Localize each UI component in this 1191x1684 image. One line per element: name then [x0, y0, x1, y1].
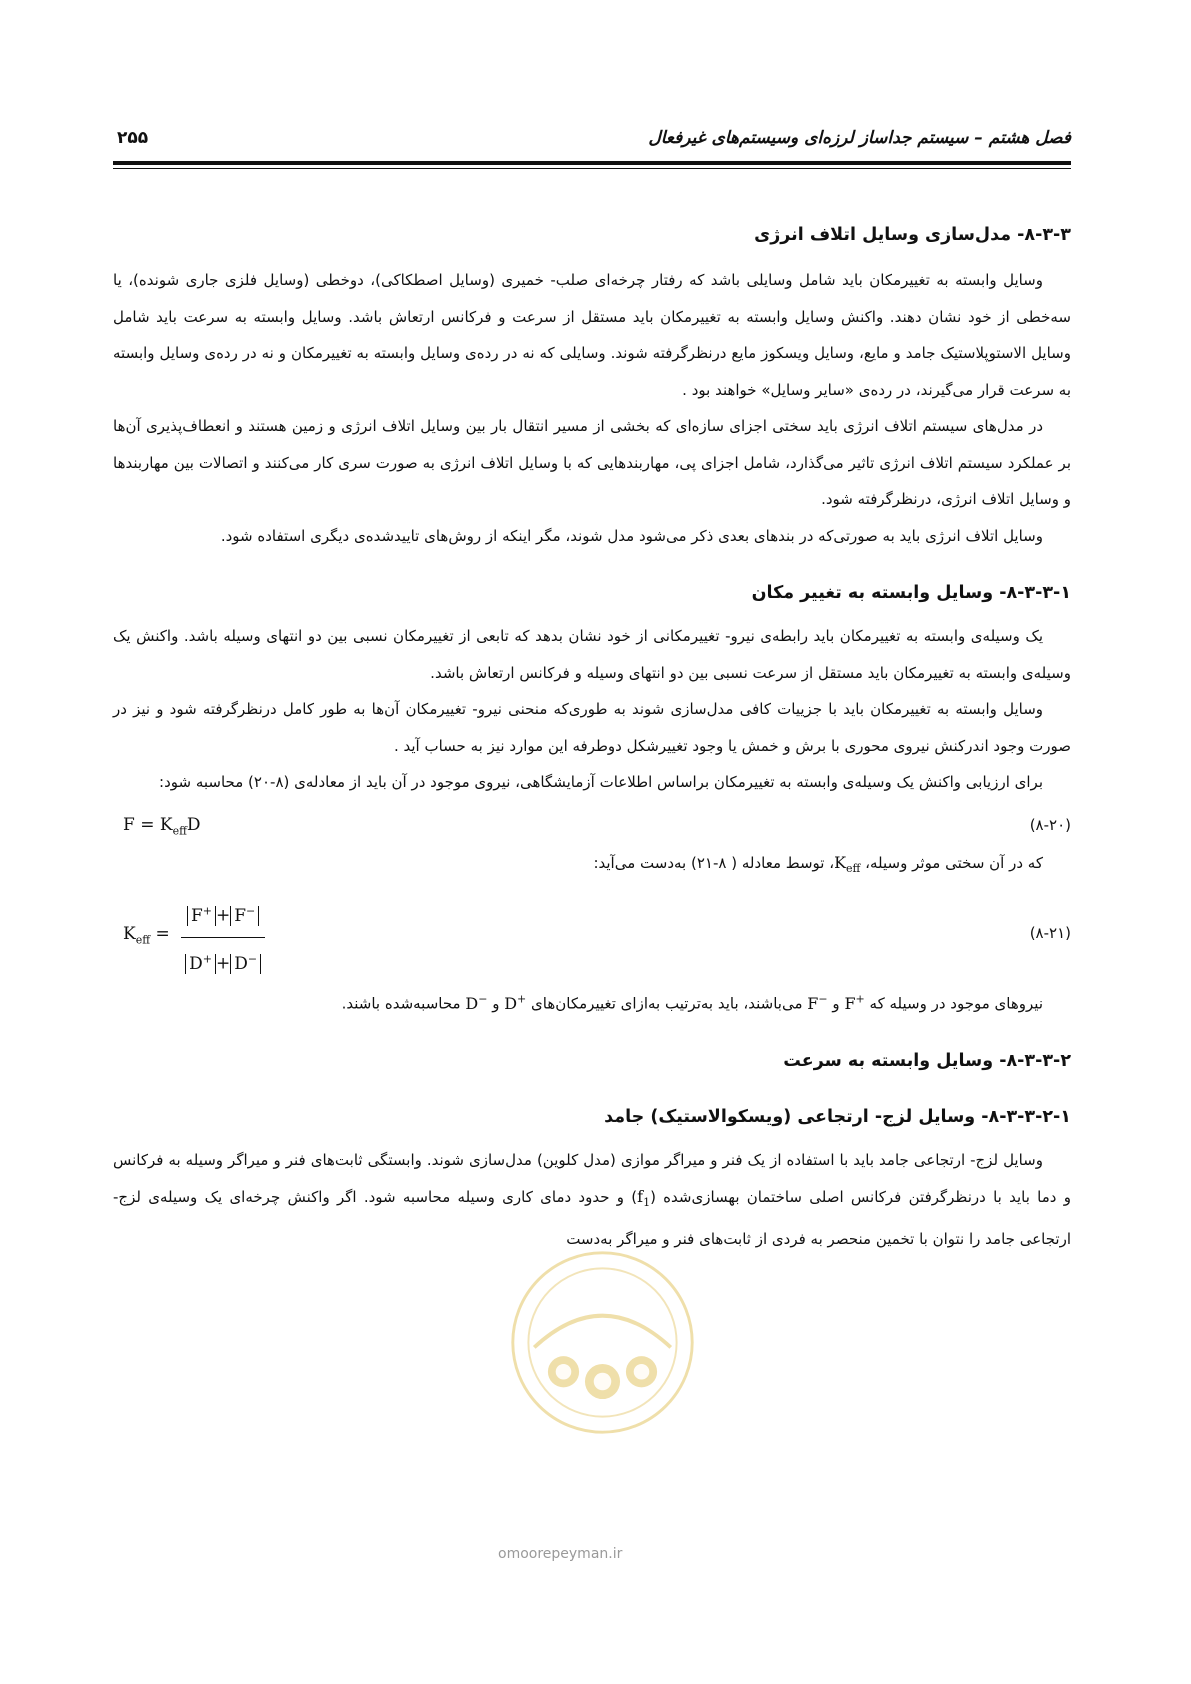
paragraph: یک وسیله‌ی وابسته به تغییرمکان باید رابطه‌ی نیرو- تغییرمکانی از خود نشان بدهد که تابعی از تغییرمکان نسبی بین دو انتهای وسیله باشد. واکنش یک وسیله‌ی وابسته به تغییرمکان باید مستقل از سرعت نسبی بین دو انتهای وسیله و فرکانس ارتعاش باشد.	[113, 627, 1071, 682]
equation-body: $K_{eff}$ = $\frac{F^+ + F^-}{D^+ + D^-}$	[123, 893, 265, 982]
section-heading-8-3-3: ۸-۳-۳- مدل‌سازی وسایل اتلاف انرژی	[754, 225, 1071, 245]
section-heading-8-3-3-2: ۸-۳-۳-۲- وسایل وابسته به سرعت	[783, 1051, 1071, 1072]
fraction-denominator: D+ + D−	[181, 938, 265, 982]
paragraph: نیروهای موجود در وسیله که F+ و F− می‌باشند، باید به‌ترتیب به‌ازای تغییرمکان‌های D+ و D− محاسبه‌شده باشند.	[341, 992, 1043, 1013]
paragraph: وسایل وابسته به تغییرمکان باید شامل وسایلی باشد که رفتار چرخه‌ای صلب- خمیری (وسایل اصطکاکی)، دوخطی (وسایل فلزی جاری شونده)، یا سه‌خطی از خود نشان دهند. واکنش وسایل وابسته به تغییرمکان باید مستقل از سرعت و فرکانس ارتعاش باشد. وسایل وابسته به سرعت باید شامل وسایل الاستوپلاستیک جامد و مایع، وسایل ویسکوز مایع درنظرگرفته شوند. وسایلی که نه در رده‌ی وسایل وابسته به تغییرمکان و نه در رده‌ی وسایل وابسته به سرعت قرار می‌گیرند، در رده‌ی «سایر وسایل» خواهند بود .	[113, 271, 1071, 399]
paragraph: که در آن سختی موثر وسیله، $K_{eff}،$ توسط معادله ( ۸-۲۱) به‌دست می‌آید:	[593, 852, 1043, 875]
paragraph: در مدل‌های سیستم اتلاف انرژی باید سختی اجزای سازه‌ای که بخشی از مسیر انتقال بار بین وسایل اتلاف انرژی و زمین هستند و انعطاف‌پذیری آن‌ها بر عملکرد سیستم اتلاف انرژی تاثیر می‌گذارد، شامل اجزای پی، مهاربندهایی که با وسایل اتلاف انرژی به صورت سری کار می‌کنند و اتصالات بین مهاربندها و وسایل اتلاف انرژی، درنظرگرفته شود.	[113, 417, 1071, 508]
page-content	[113, 200, 1071, 1258]
equation-8-20	[113, 803, 1071, 843]
equation-number: (۸-۲۰)	[1029, 815, 1071, 834]
page-number: ۲۵۵	[117, 128, 149, 148]
paragraph: برای ارزیابی واکنش یک وسیله‌ی وابسته به تغییرمکان براساس اطلاعات آزمایشگاهی، نیروی موجود در آن باید از معادله‌ی (۸-۲۰) محاسبه شود:	[159, 773, 1043, 791]
paragraph: وسایل لزج- ارتجاعی جامد باید با استفاده از یک فنر و میراگر موازی (مدل کلوین) مدل‌سازی شوند. وابستگی ثابت‌های فنر و میراگر وسیله به فرکانس و دما باید با درنظرگرفتن فرکانس اصلی ساختمان بهسازی‌شده $(f_1)$ و حدود دمای کاری وسیله محاسبه شود. اگر واکنش چرخه‌ای یک وسیله‌ی لزج- ارتجاعی جامد را نتوان با تخمین منحصر به فردی از ثابت‌های فنر و میراگر به‌دست	[113, 1151, 1071, 1249]
section-heading-8-3-3-2-1: ۸-۳-۳-۲-۱- وسایل لزج- ارتجاعی (ویسکوالاستیک) جامد	[604, 1107, 1071, 1128]
section-heading-8-3-3-1: ۸-۳-۳-۱- وسایل وابسته به تغییر مکان	[751, 583, 1071, 603]
watermark-url: omoorepeyman.ir	[498, 1546, 623, 1562]
header-rule-thick	[113, 161, 1071, 165]
chapter-title: فصل هشتم – سیستم جداساز لرزه‌ای وسیستم‌های غیرفعال	[648, 128, 1071, 148]
fraction	[181, 893, 265, 982]
fraction-numerator: F+ + F−	[181, 893, 265, 938]
equation-number: (۸-۲۱)	[1029, 924, 1071, 943]
equation-8-21	[113, 889, 1071, 979]
equation-body: $F = K_{eff}D$	[123, 814, 201, 837]
watermark-logo	[505, 1245, 700, 1440]
paragraph: وسایل وابسته به تغییرمکان باید با جزییات کافی مدل‌سازی شوند به طوری‌که منحنی نیرو- تغییرمکان آن‌ها به طور کامل درنظرگرفته شود و نیز در صورت وجود اندرکنش نیروی محوری با برش و خمش یا وجود تغییرشکل دوطرفه این موارد نیز به حساب آید .	[113, 700, 1071, 755]
paragraph: وسایل اتلاف انرژی باید به صورتی‌که در بندهای بعدی ذکر می‌شود مدل شوند، مگر اینکه از روش‌های تاییدشده‌ی دیگری استفاده شود.	[220, 526, 1043, 545]
keff-symbol: $K_{eff}$	[834, 852, 861, 875]
running-header	[113, 128, 1071, 154]
header-rule-thin	[113, 168, 1071, 169]
